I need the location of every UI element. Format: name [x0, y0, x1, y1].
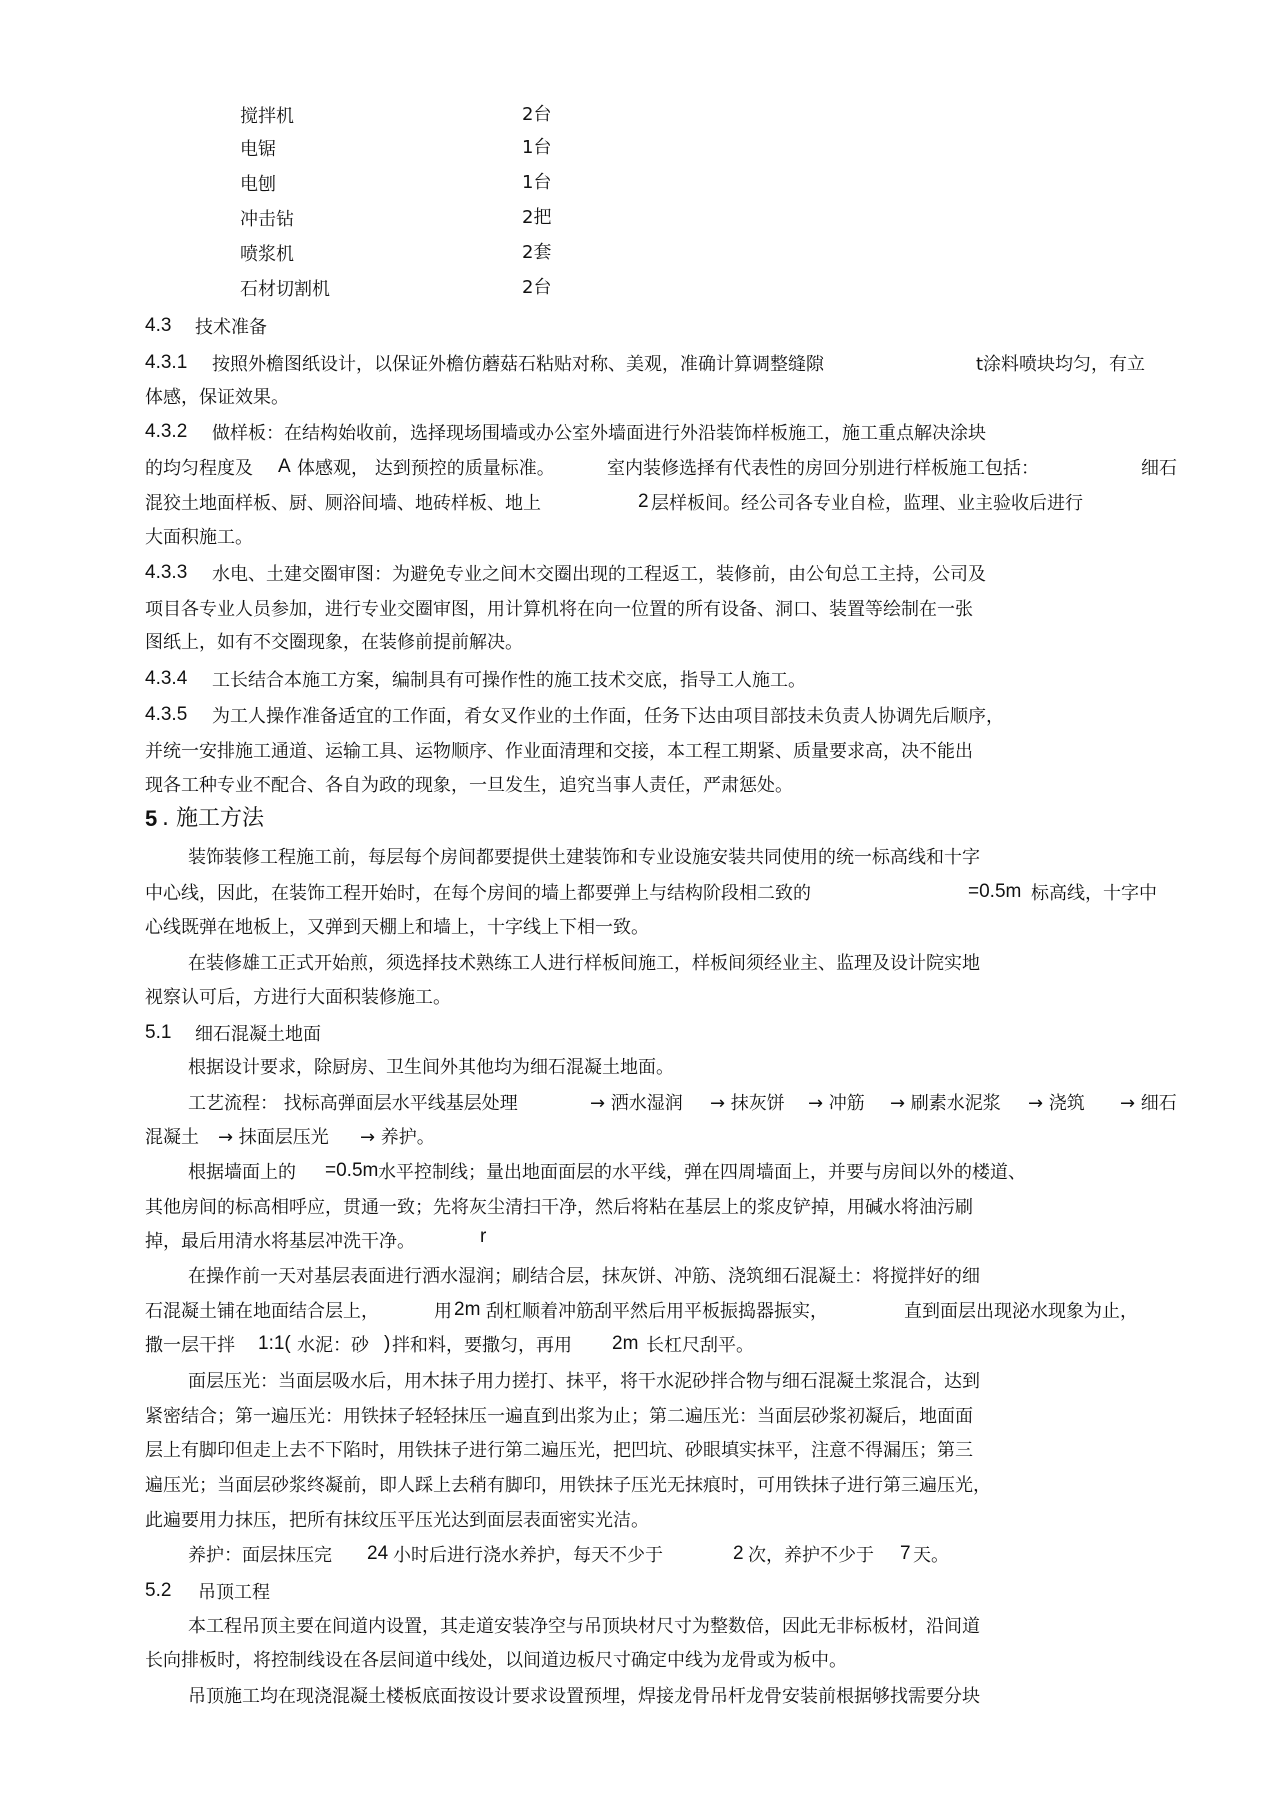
equipment-qty: 1台	[522, 137, 552, 158]
paragraph-line: 次，养护不少于	[748, 1545, 874, 1566]
flow-step: → 冲筋	[808, 1093, 865, 1114]
section-title: 技术准备	[195, 317, 267, 338]
paragraph-line: 本工程吊顶主要在间道内设置，其走道安装净空与吊顶块材尺寸为整数倍，因此无非标板材，沿间道	[188, 1616, 980, 1637]
paragraph-line: 根据设计要求，除厨房、卫生间外其他均为细石混凝土地面。	[188, 1057, 674, 1078]
section-number: 5.2	[145, 1580, 172, 1601]
equipment-name: 电刨	[240, 174, 276, 195]
equipment-name: 电锯	[240, 139, 276, 160]
equipment-name: 石材切割机	[240, 279, 330, 300]
paragraph-line: 小时后进行浇水养护，每天不少于	[393, 1545, 663, 1566]
paragraph-line: t涂料喷块均匀，有立	[976, 354, 1146, 375]
flow-step: → 养护。	[360, 1127, 435, 1148]
paragraph-line: 并统一安排施工通道、运输工具、运物顺序、作业面清理和交接，本工程工期紧、质量要求高，决不能出	[145, 741, 973, 762]
paragraph-line: 遍压光；当面层砂浆终凝前，即人踩上去稍有脚印，用铁抹子压光无抹痕时，可用铁抹子进行第三遍压光，	[145, 1475, 991, 1496]
paragraph-line: 装饰装修工程施工前，每层每个房间都要提供土建装饰和专业设施安装共同使用的统一标高线和十字	[188, 847, 980, 868]
paragraph-line: 7	[900, 1543, 911, 1564]
paragraph-line: 工艺流程： 找标高弹面层水平线基层处理	[188, 1093, 518, 1114]
paragraph-line: 层样板间。经公司各专业自检，监理、业主验收后进行	[651, 493, 1083, 514]
paragraph-line: 拌和料，要撒匀，再用	[392, 1335, 572, 1356]
section-number: 5.1	[145, 1022, 172, 1043]
paragraph-line: 养护：面层抹压完	[188, 1545, 332, 1566]
paragraph-line: 大面积施工。	[145, 527, 253, 548]
flow-step: → 浇筑	[1028, 1093, 1085, 1114]
paragraph-line: 面层压光：当面层吸水后，用木抹子用力搓打、抹平，将干水泥砂拌合物与细石混凝土浆混合，达到	[188, 1371, 980, 1392]
paragraph-line: =0.5m	[968, 881, 1022, 902]
chapter-title: . 施工方法	[162, 806, 264, 831]
paragraph-line: 刮杠顺着冲筋刮平然后用平板振捣器振实，	[486, 1301, 828, 1322]
equipment-qty: 2套	[522, 242, 552, 263]
paragraph-line: 直到面层出现泌水现象为止，	[904, 1301, 1138, 1322]
paragraph-line: 2	[733, 1543, 744, 1564]
paragraph-line: 撒一层干拌	[145, 1335, 235, 1356]
flow-step: → 刷素水泥浆	[890, 1093, 1001, 1114]
paragraph-line: 长杠尺刮平。	[646, 1335, 754, 1356]
paragraph-line: 中心线，因此，在装饰工程开始时，在每个房间的墙上都要弹上与结构阶段相二致的	[145, 883, 811, 904]
paragraph-line: 按照外檐图纸设计，以保证外檐仿蘑菇石粘贴对称、美观，准确计算调整缝隙	[212, 354, 824, 375]
paragraph-line: 1:1(	[258, 1333, 291, 1354]
equipment-name: 搅拌机	[240, 106, 294, 127]
paragraph-line: 2m	[612, 1333, 639, 1354]
paragraph-line: 层上有脚印但走上去不下陷时，用铁抹子进行第二遍压光，把凹坑、砂眼填实抹平，注意不得漏压；第三	[145, 1440, 973, 1461]
paragraph-line: r	[480, 1226, 487, 1247]
flow-step: → 抹面层压光	[218, 1127, 329, 1148]
paragraph-line: 吊顶施工均在现浇混凝土楼板底面按设计要求设置预埋，焊接龙骨吊杆龙骨安装前根据够找需要分块	[188, 1686, 980, 1707]
flow-step: → 洒水湿润	[590, 1093, 683, 1114]
equipment-qty: 2台	[522, 104, 552, 125]
paragraph-line: 长向排板时，将控制线设在各层间道中线处，以间道边板尺寸确定中线为龙骨或为板中。	[145, 1650, 847, 1671]
paragraph-line: 体感，保证效果。	[145, 387, 289, 408]
paragraph-line: 水平控制线；量出地面面层的水平线，弹在四周墙面上，并要与房间以外的楼道、	[378, 1162, 1026, 1183]
paragraph-line: 水泥：砂	[297, 1335, 369, 1356]
paragraph-line: 视察认可后，方进行大面积装修施工。	[145, 987, 451, 1008]
flow-step: → 抹灰饼	[710, 1093, 785, 1114]
section-number: 4.3.3	[145, 562, 188, 583]
paragraph-line: 混狡土地面样板、厨、厕浴间墙、地砖样板、地上	[145, 493, 541, 514]
section-title: 吊顶工程	[198, 1582, 270, 1603]
section-number: 4.3.2	[145, 421, 188, 442]
paragraph-line: 掉，最后用清水将基层冲洗干净。	[145, 1231, 415, 1252]
section-number: 4.3	[145, 315, 172, 336]
paragraph-line: 紧密结合；第一遍压光：用铁抹子轻轻抹压一遍直到出浆为止；第二遍压光：当面层砂浆初凝后，地面面	[145, 1406, 973, 1427]
paragraph-line: 做样板：在结构始收前，选择现场围墙或办公室外墙面进行外沿装饰样板施工，施工重点解决涂块	[212, 423, 986, 444]
paragraph-line: 用	[434, 1301, 452, 1322]
paragraph-line: A	[278, 456, 291, 477]
paragraph-line: 在操作前一天对基层表面进行洒水湿润；刷结合层，抹灰饼、冲筋、浇筑细石混凝土：将搅拌好的细	[188, 1266, 980, 1287]
equipment-qty: 2把	[522, 207, 552, 228]
chapter-number: 5	[145, 806, 158, 831]
section-number: 4.3.4	[145, 668, 188, 689]
paragraph-line: 天。	[913, 1545, 949, 1566]
paragraph-line: 标高线，十字中	[1031, 883, 1157, 904]
paragraph-line: 2	[638, 491, 649, 512]
equipment-name: 喷浆机	[240, 244, 294, 265]
paragraph-line: 图纸上，如有不交圈现象，在装修前提前解决。	[145, 632, 523, 653]
paragraph-line: 其他房间的标高相呼应，贯通一致；先将灰尘清扫干净，然后将粘在基层上的浆皮铲掉，用碱水将油污刷	[145, 1197, 973, 1218]
paragraph-line: 水电、土建交圈审图：为避免专业之间木交圈出现的工程返工，装修前，由公旬总工主持，公司及	[212, 564, 986, 585]
paragraph-line: 项目各专业人员参加，进行专业交圈审图，用计算机将在向一位置的所有设备、洞口、装置等绘制在一张	[145, 599, 973, 620]
flow-step: 混凝土	[145, 1127, 199, 1148]
paragraph-line: 在装修雄工正式开始煎，须选择技术熟练工人进行样板间施工，样板间须经业主、监理及设计院实地	[188, 953, 980, 974]
section-title: 细石混凝土地面	[195, 1024, 321, 1045]
flow-step: → 细石	[1120, 1093, 1177, 1114]
paragraph-line: 的均匀程度及	[145, 458, 253, 479]
paragraph-line: 石混凝土铺在地面结合层上，	[145, 1301, 379, 1322]
paragraph-line: =0.5m	[325, 1160, 379, 1181]
paragraph-line: 现各工种专业不配合、各自为政的现象，一旦发生，追究当事人责任，严肃惩处。	[145, 775, 793, 796]
paragraph-line: 细石	[1141, 458, 1177, 479]
paragraph-line: 根据墙面上的	[188, 1162, 296, 1183]
paragraph-line: 为工人操作准备适宜的工作面，肴女叉作业的土作面，任务下达由项目部技未负责人协调先后顺序，	[212, 706, 1004, 727]
paragraph-line: 工长结合本施工方案，编制具有可操作性的施工技术交底，指导工人施工。	[212, 670, 806, 691]
paragraph-line: 此遍要用力抹压，把所有抹纹压平压光达到面层表面密实光洁。	[145, 1510, 649, 1531]
equipment-qty: 1台	[522, 172, 552, 193]
section-number: 4.3.1	[145, 352, 188, 373]
paragraph-line: 体感观， 达到预控的质量标准。	[297, 458, 555, 479]
paragraph-line: 24	[367, 1543, 389, 1564]
equipment-name: 冲击钻	[240, 209, 294, 230]
paragraph-line: 2m	[454, 1299, 481, 1320]
section-number: 4.3.5	[145, 704, 188, 725]
paragraph-line: 室内装修选择有代表性的房回分别进行样板施工包括：	[607, 458, 1039, 479]
equipment-qty: 2台	[522, 277, 552, 298]
paragraph-line: 心线既弹在地板上，又弹到天棚上和墙上，十字线上下相一致。	[145, 917, 649, 938]
paragraph-line: )	[384, 1333, 391, 1354]
